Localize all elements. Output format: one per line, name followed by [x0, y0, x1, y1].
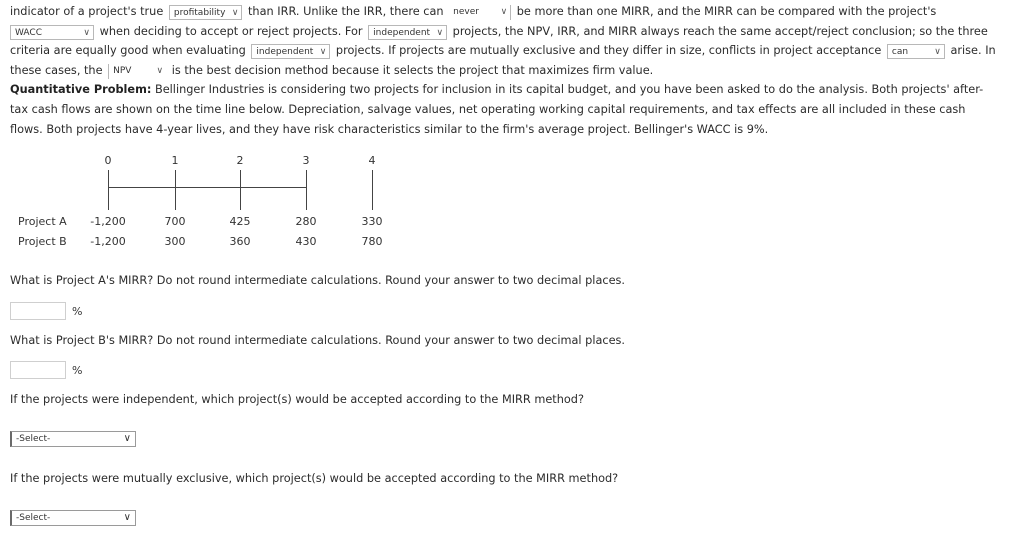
- dropdown-value: never: [453, 6, 479, 17]
- chevron-down-icon: ∨: [123, 512, 131, 523]
- dropdown-independent-1[interactable]: [368, 25, 447, 40]
- dropdown-never[interactable]: [449, 5, 511, 20]
- period-label: 1: [171, 154, 179, 167]
- timeline-tick: [108, 170, 109, 210]
- cash-flow-value: -1,200: [90, 215, 126, 228]
- question-mutually-exclusive-accept: If the projects were mutually exclusive, which project(s) would be accepted according to the MIRR method?: [10, 472, 619, 485]
- question-independent-accept: If the projects were independent, which project(s) would be accepted according to the MIRR method?: [10, 393, 584, 406]
- cash-flow-value: 430: [295, 235, 317, 248]
- timeline-axis: [108, 187, 306, 188]
- chevron-down-icon: ∨: [156, 65, 164, 76]
- text: flows. Both projects have 4-year lives, and they have risk characteristics similar to the firm's average project. Bellinger's WACC is 9%.: [10, 123, 769, 136]
- project-b-label: Project B: [18, 235, 67, 248]
- dropdown-value: profitability: [173, 7, 226, 18]
- period-label: 4: [368, 154, 376, 167]
- text: Bellinger Industries is considering two projects for inclusion in its capital budget, and you have been asked to do the analysis. Both projects' after-: [154, 83, 984, 96]
- timeline-tick: [240, 170, 241, 210]
- percent-symbol: %: [72, 305, 83, 318]
- text: be more than one MIRR, and the MIRR can be compared with the project's: [516, 5, 937, 18]
- chevron-down-icon: ∨: [436, 27, 444, 38]
- chevron-down-icon: ∨: [123, 433, 131, 444]
- chevron-down-icon: ∨: [500, 6, 508, 17]
- dropdown-value: can: [891, 46, 909, 57]
- quantitative-problem-label: Quantitative Problem:: [10, 83, 152, 96]
- dropdown-wacc[interactable]: [10, 25, 94, 40]
- text: is the best decision method because it selects the project that maximizes firm value.: [171, 64, 654, 77]
- cash-flow-value: 700: [164, 215, 186, 228]
- text: projects, the NPV, IRR, and MIRR always reach the same accept/reject conclusion; so the three: [452, 25, 988, 38]
- cash-flow-value: 300: [164, 235, 186, 248]
- dropdown-value: independent: [373, 27, 431, 38]
- text: when deciding to accept or reject projects. For: [99, 25, 363, 38]
- question-project-b-mirr: What is Project B's MIRR? Do not round intermediate calculations. Round your answer to two decimal places.: [10, 334, 626, 347]
- dropdown-value: independent: [256, 46, 314, 57]
- chevron-down-icon: ∨: [934, 46, 941, 57]
- dropdown-value: NPV: [113, 65, 132, 76]
- dropdown-independent-2[interactable]: [251, 44, 330, 59]
- text: indicator of a project's true: [10, 5, 164, 18]
- text: arise. In: [950, 44, 996, 57]
- project-b-mirr-input[interactable]: [10, 361, 66, 379]
- project-a-mirr-input[interactable]: [10, 302, 66, 320]
- paragraph-line-3: [10, 41, 996, 61]
- timeline-tick: [306, 170, 307, 210]
- period-label: 3: [302, 154, 310, 167]
- dropdown-can[interactable]: [887, 44, 945, 59]
- paragraph-line-1: [10, 2, 936, 22]
- text: than IRR. Unlike the IRR, there can: [248, 5, 444, 18]
- cash-flow-value: 360: [229, 235, 251, 248]
- dropdown-npv[interactable]: [108, 64, 166, 79]
- quantitative-problem-line-1: [10, 80, 983, 100]
- text: tax cash flows are shown on the time line below. Depreciation, salvage values, net operating working capital requirements, and tax effects are all included in these cash: [10, 103, 966, 116]
- quantitative-problem-line-3: [10, 120, 768, 140]
- cash-flow-value: -1,200: [90, 235, 126, 248]
- independent-select[interactable]: [10, 431, 136, 447]
- chevron-down-icon: ∨: [83, 27, 90, 38]
- timeline-tick: [372, 170, 373, 210]
- cash-flow-value: 280: [295, 215, 317, 228]
- project-a-label: Project A: [18, 215, 67, 228]
- period-label: 0: [104, 154, 112, 167]
- timeline-tick: [175, 170, 176, 210]
- paragraph-line-4: [10, 61, 653, 81]
- cash-flow-value: 330: [361, 215, 383, 228]
- question-project-a-mirr: What is Project A's MIRR? Do not round intermediate calculations. Round your answer to two decimal places.: [10, 274, 626, 287]
- select-placeholder: -Select-: [16, 513, 51, 523]
- paragraph-line-2: [10, 22, 988, 42]
- select-placeholder: -Select-: [16, 434, 51, 444]
- chevron-down-icon: ∨: [231, 7, 239, 18]
- text: projects. If projects are mutually exclusive and they differ in size, conflicts in project acceptance: [335, 44, 882, 57]
- quantitative-problem-line-2: [10, 100, 965, 120]
- period-label: 2: [236, 154, 244, 167]
- text: these cases, the: [10, 64, 103, 77]
- chevron-down-icon: ∨: [319, 46, 327, 57]
- cash-flow-value: 780: [361, 235, 383, 248]
- dropdown-value: WACC: [15, 27, 42, 38]
- mutually-exclusive-select[interactable]: [10, 510, 136, 526]
- dropdown-profitability[interactable]: [169, 5, 243, 20]
- text: criteria are equally good when evaluating: [10, 44, 246, 57]
- cash-flow-value: 425: [229, 215, 251, 228]
- percent-symbol: %: [72, 364, 83, 377]
